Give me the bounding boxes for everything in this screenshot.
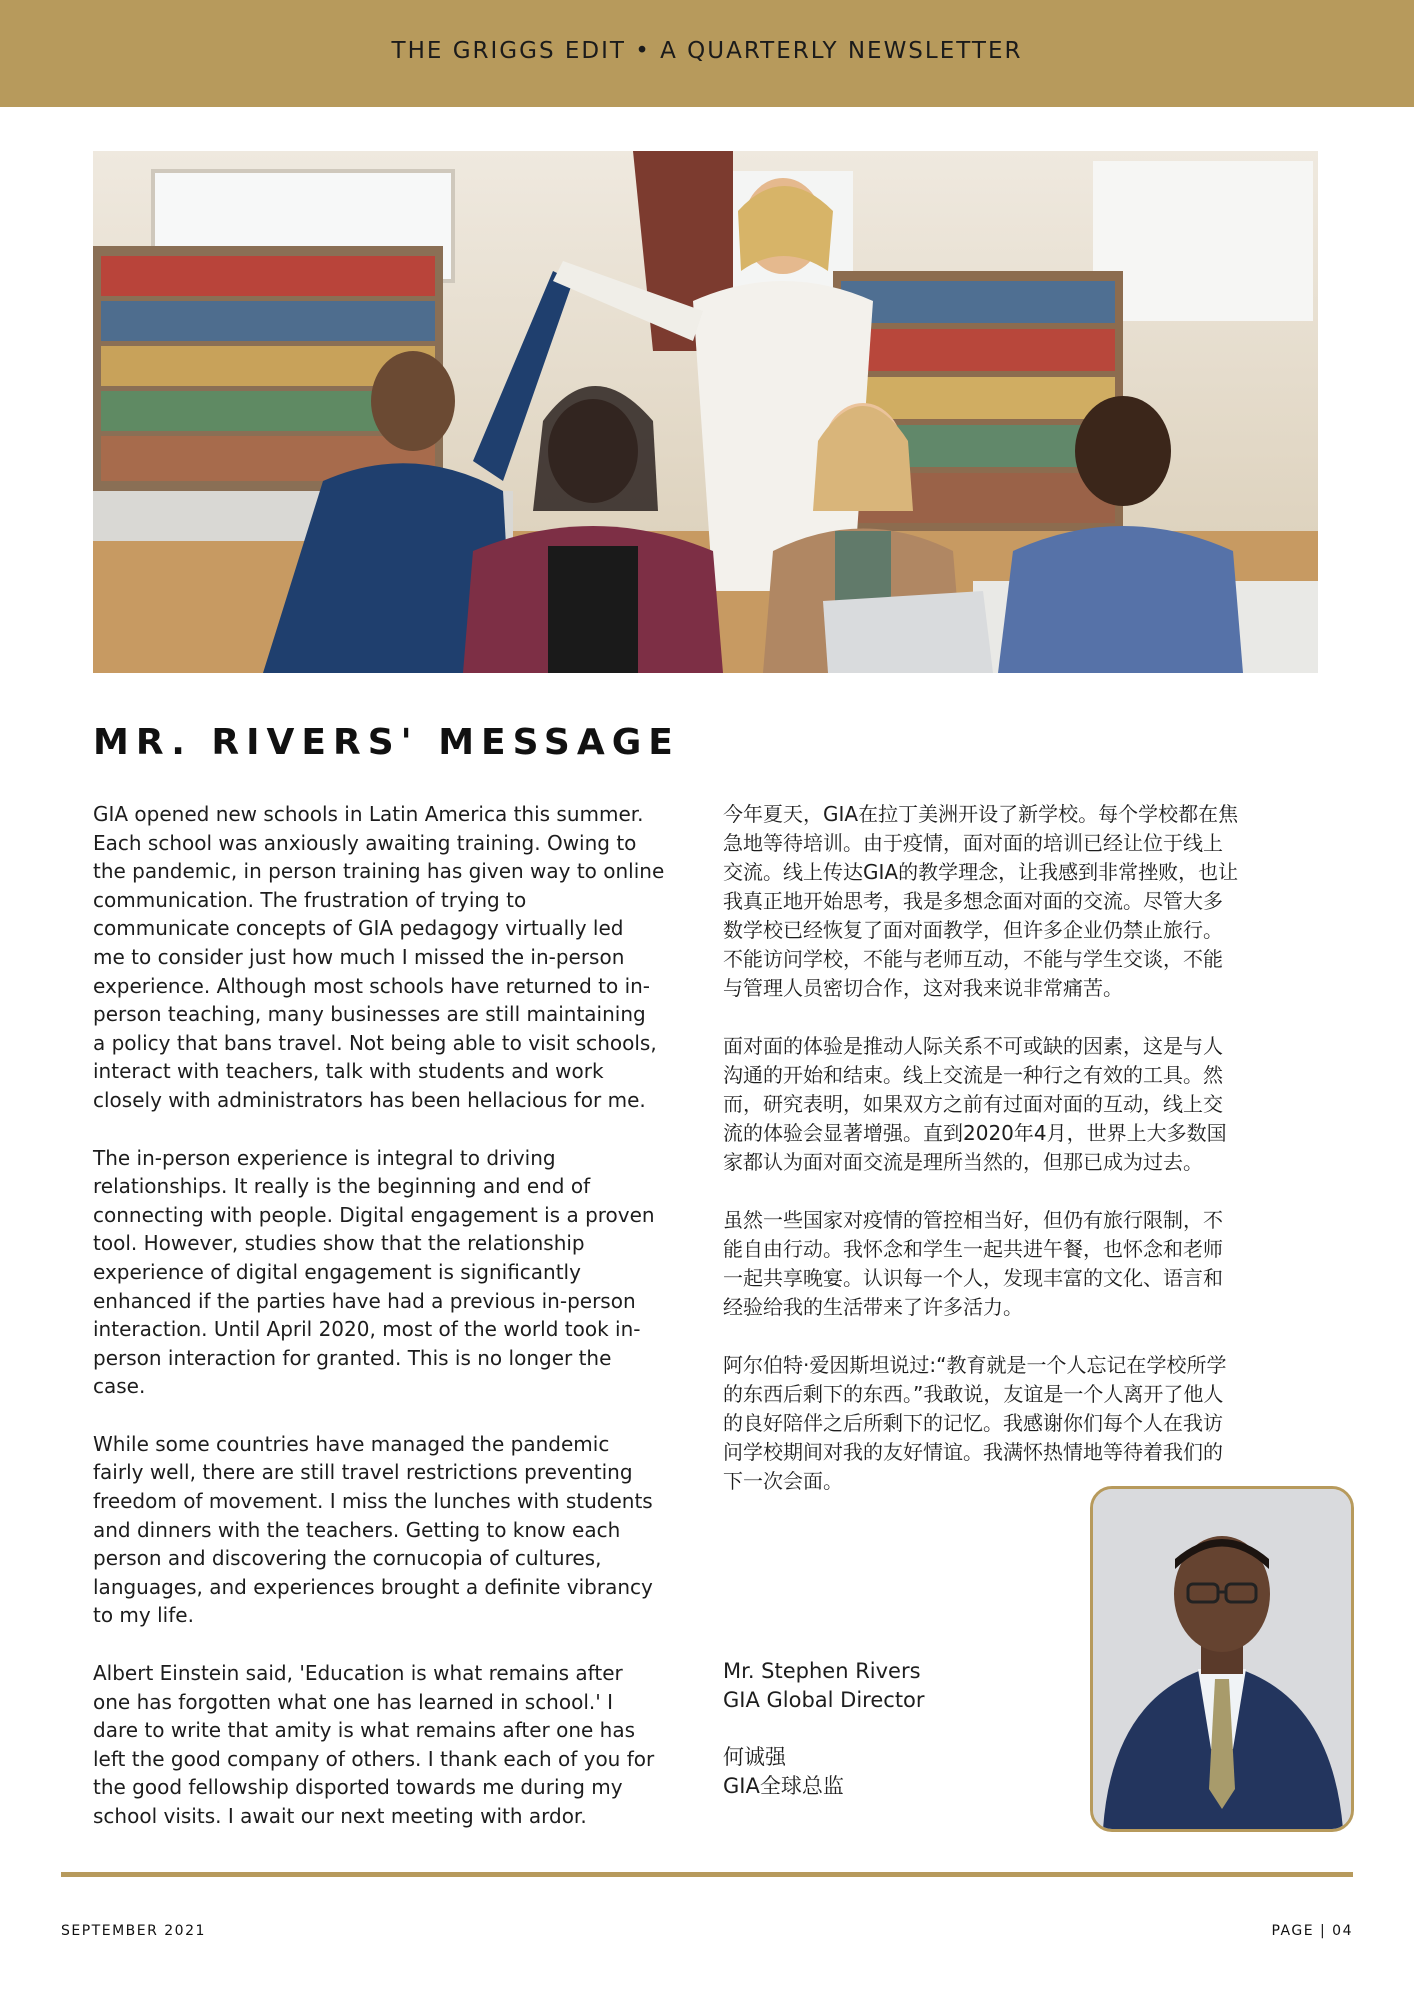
english-paragraph-1: GIA opened new schools in Latin America this summer. Each school was anxiously awaiting training. Owing to the pandemic, in person training has given way to online communication. The frustration of trying to communicate concepts of GIA pedagogy virtually led me to consider just how much I missed the in-person experience. Although most schools have returned to in- person teaching, many businesses are still maintaining a policy that bans travel. Not being able to visit schools, interact with teachers, talk with students and work closely with administrators has been hellacious for me.	[93, 802, 665, 1112]
portrait-illustration	[1093, 1489, 1351, 1829]
english-paragraph-3: While some countries have managed the pandemic fairly well, there are still travel restrictions preventing freedom of movement. I miss the lunches with students and dinners with the teachers. Getting to know each person and discovering the cornucopia of cultures, languages, and experiences brought a definite vibrancy to my life.	[93, 1431, 653, 1628]
hero-illustration	[93, 151, 1318, 673]
chinese-paragraph-2: 面对面的体验是推动人际关系不可或缺的因素，这是与人 沟通的开始和结束。线上交流是一种行之有效的工具。然 而，研究表明，如果双方之前有过面对面的互动，线上交 流的体验会显著增强。直到2020年4月，世界上大多数国 家都认为面对面交流是理所当然的，但那已成为过去。	[723, 1034, 1227, 1174]
issue-date: SEPTEMBER 2021	[61, 1923, 206, 1939]
english-column	[93, 800, 693, 1860]
page-number: PAGE | 04	[1271, 1923, 1353, 1939]
signature-zh	[723, 1743, 1063, 1801]
english-paragraph-2: The in-person experience is integral to driving relationships. It really is the beginning and end of connecting with people. Digital engagement is a proven tool. However, studies show that the relationship experience of digital engagement is significantly enhanced if the parties have had a previous in-person interaction. Until April 2020, most of the world took in- person interaction for granted. This is no longer the case.	[93, 1145, 655, 1399]
chinese-paragraph-3: 虽然一些国家对疫情的管控相当好，但仍有旅行限制，不 能自由行动。我怀念和学生一起共进午餐，也怀念和老师 一起共享晚宴。认识每一个人，发现丰富的文化、语言和 经验给我的生活带来了许多活力。	[723, 1208, 1223, 1319]
chinese-column	[723, 800, 1343, 1525]
signature-name-zh: 何诚强	[723, 1745, 786, 1769]
signature-title-zh: GIA全球总监	[723, 1774, 844, 1798]
chinese-paragraph-1: 今年夏天，GIA在拉丁美洲开设了新学校。每个学校都在焦 急地等待培训。由于疫情，面对面的培训已经让位于线上 交流。线上传达GIA的教学理念，让我感到非常挫败，也让 我真正地开始思考，我是多想念面对面的交流。尽管大多 数学校已经恢复了面对面教学，但许多企业仍禁止旅行。 不能访问学校，不能与老师互动，不能与学生交谈，不能 与管理人员密切合作，这对我来说非常痛苦。	[723, 802, 1239, 1000]
signature-name-en: Mr. Stephen Rivers	[723, 1659, 921, 1683]
article-title: MR. RIVERS' MESSAGE	[93, 722, 680, 763]
footer-divider	[61, 1872, 1353, 1877]
author-portrait	[1090, 1486, 1354, 1832]
chinese-paragraph-4: 阿尔伯特·爱因斯坦说过:“教育就是一个人忘记在学校所学 的东西后剩下的东西。”我敢说，友谊是一个人离开了他人 的良好陪伴之后所剩下的记忆。我感谢你们每个人在我访 问学校期间对我的友好情谊。我满怀热情地等待着我们的 下一次会面。	[723, 1353, 1227, 1493]
signature-en	[723, 1657, 1063, 1715]
english-paragraph-4: Albert Einstein said, 'Education is what remains after one has forgotten what one has learned in school.' I dare to write that amity is what remains after one has left the good company of others. I thank each of you for the good fellowship disported towards me during my school visits. I await our next meeting with ardor.	[93, 1661, 655, 1828]
hero-photo	[93, 151, 1318, 673]
signature-title-en: GIA Global Director	[723, 1688, 925, 1712]
newsletter-title: THE GRIGGS EDIT • A QUARTERLY NEWSLETTER	[391, 38, 1023, 64]
